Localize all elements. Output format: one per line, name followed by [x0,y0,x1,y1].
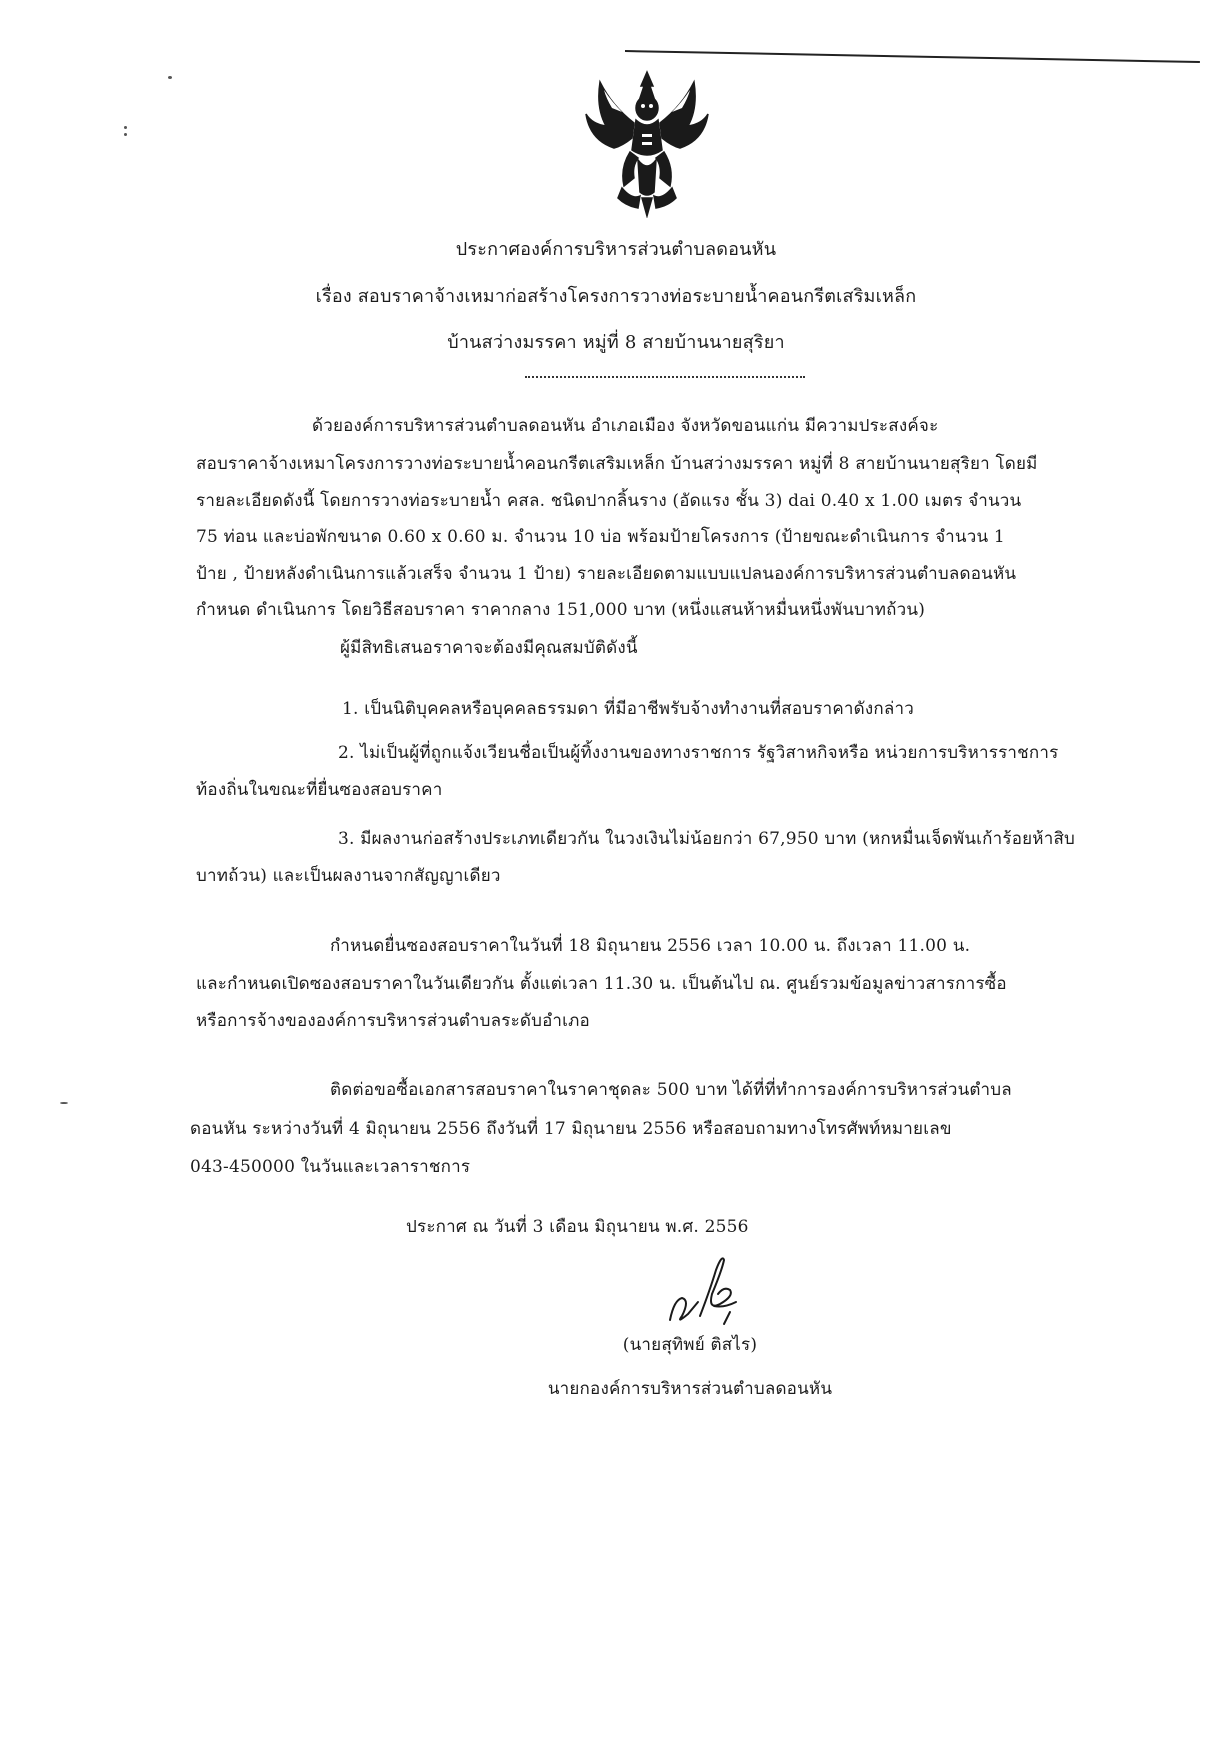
scan-speck [168,76,172,79]
qualification-item: 3. มีผลงานก่อสร้างประเภทเดียวกัน ในวงเงินไม่น้อยกว่า 67,950 บาท (หกหมื่นเจ็ดพันเก้าร้อยห้าสิบ [338,829,1076,849]
paragraph-line: กำหนดยื่นซองสอบราคาในวันที่ 18 มิถุนายน 2556 เวลา 10.00 น. ถึงเวลา 11.00 น. [330,936,971,956]
scan-speck [124,133,127,136]
qualification-item: 1. เป็นนิติบุคคลหรือบุคคลธรรมดา ที่มีอาชีพรับจ้างทำงานที่สอบราคาดังกล่าว [342,699,914,719]
qualifications-heading: ผู้มีสิทธิเสนอราคาจะต้องมีคุณสมบัติดังนี้ [340,638,638,658]
document-subject-location: บ้านสว่างมรรคา หมู่ที่ 8 สายบ้านนายสุริยา [447,332,785,353]
paragraph-line: รายละเอียดดังนี้ โดยการวางท่อระบายน้ำ คสล. ชนิดปากลิ้นราง (อัดแรง ชั้น 3) dai 0.40 x 1.00 เมตร จำนวน [196,491,1022,511]
signature-icon [660,1250,790,1330]
document-title: ประกาศองค์การบริหารส่วนตำบลดอนหัน [455,239,777,260]
signer-name: (นายสุทิพย์ ติสไร) [622,1335,758,1355]
qualification-item: 2. ไม่เป็นผู้ที่ถูกแจ้งเวียนชื่อเป็นผู้ทิ้งงานของทางราชการ รัฐวิสาหกิจหรือ หน่วยการบริหารราชการ [338,743,1059,763]
paragraph-line: ดอนหัน ระหว่างวันที่ 4 มิถุนายน 2556 ถึงวันที่ 17 มิถุนายน 2556 หรือสอบถามทางโทรศัพท์หมายเลข [190,1119,952,1139]
scan-speck [60,1102,68,1104]
qualification-item-cont: ท้องถิ่นในขณะที่ยื่นซองสอบราคา [196,780,443,800]
paragraph-line: หรือการจ้างขององค์การบริหารส่วนตำบลระดับอำเภอ [196,1011,590,1031]
qualification-item-cont: บาทถ้วน) และเป็นผลงานจากสัญญาเดียว [196,866,501,886]
announcement-date: ประกาศ ณ วันที่ 3 เดือน มิถุนายน พ.ศ. 2556 [406,1217,749,1237]
paragraph-line: ติดต่อขอซื้อเอกสารสอบราคาในราคาชุดละ 500 บาท ได้ที่ที่ทำการองค์การบริหารส่วนตำบล [330,1080,1012,1100]
document-subject: เรื่อง สอบราคาจ้างเหมาก่อสร้างโครงการวางท่อระบายน้ำคอนกรีตเสริมเหล็ก [315,286,917,307]
garuda-emblem-icon [582,68,712,218]
paragraph-line: กำหนด ดำเนินการ โดยวิธีสอบราคา ราคากลาง 151,000 บาท (หนึ่งแสนห้าหมื่นหนึ่งพันบาทถ้วน) [196,600,926,620]
signer-title: นายกองค์การบริหารส่วนตำบลดอนหัน [547,1379,833,1399]
dotted-separator [525,376,805,378]
scan-speck [124,126,127,129]
paragraph-line: 75 ท่อน และบ่อพักขนาด 0.60 x 0.60 ม. จำนวน 10 บ่อ พร้อมป้ายโครงการ (ป้ายขณะดำเนินการ จำนวน 1 [196,527,1005,547]
paragraph-line: สอบราคาจ้างเหมาโครงการวางท่อระบายน้ำคอนกรีตเสริมเหล็ก บ้านสว่างมรรคา หมู่ที่ 8 สายบ้านนายสุริยา โดยมี [196,454,1038,474]
paragraph-line: 043-450000 ในวันและเวลาราชการ [190,1157,471,1177]
paragraph-line: ป้าย , ป้ายหลังดำเนินการแล้วเสร็จ จำนวน 1 ป้าย) รายละเอียดตามแบบแปลนองค์การบริหารส่วนตำบลดอนหัน [196,564,1017,584]
paragraph-line: และกำหนดเปิดซองสอบราคาในวันเดียวกัน ตั้งแต่เวลา 11.30 น. เป็นต้นไป ณ. ศูนย์รวมข้อมูลข่าวสารการซื้อ [196,974,1007,994]
top-rule [625,50,1200,63]
paragraph-line: ด้วยองค์การบริหารส่วนตำบลดอนหัน อำเภอเมือง จังหวัดขอนแก่น มีความประสงค์จะ [312,416,939,436]
